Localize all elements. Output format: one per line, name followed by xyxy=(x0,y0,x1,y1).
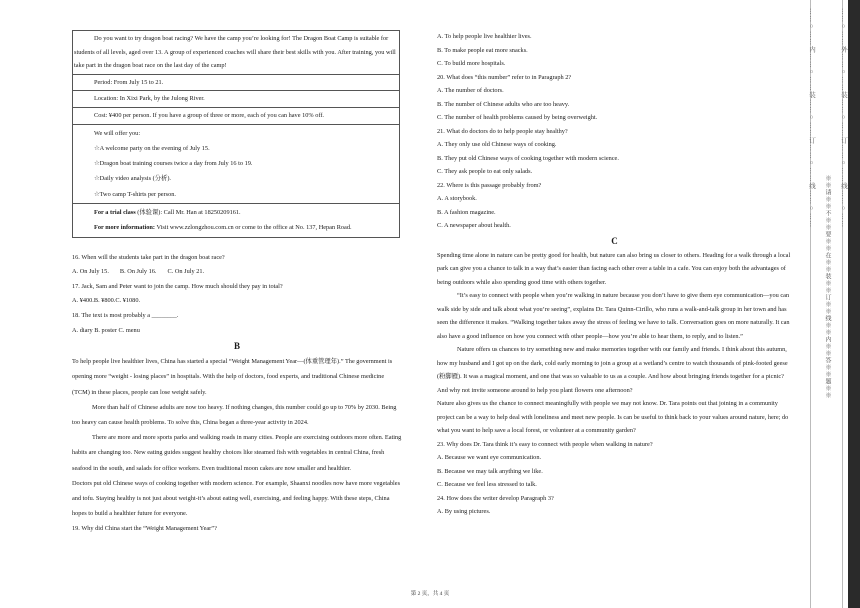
offer-item: ☆A welcome party on the evening of July 15. xyxy=(94,144,210,152)
binding-bar xyxy=(848,0,860,608)
questions-a xyxy=(72,251,402,339)
section-c-heading: C xyxy=(611,235,618,246)
notice-offers: We will offer you: ☆A welcome party on the evening of July 15. ☆Dragon boat training courses twice a day from July 16 to 19. ☆Daily video analysis (分析). ☆Two camp T-shirts per person. xyxy=(73,124,400,203)
section-b-passage: To help people live healthier lives, China has started a special “Weight Management Year—(体重管理年).” The government is opening more “weight - losing places” in hospitals. With the help of doctors, food experts, and traditional Chinese medicine (TCM) in these places, people can lose weight safely. More than half of Chinese adults are now too heavy. If nothing changes, this number could go up to 70% by 2030. Being too heavy can cause health problems. To solve this, China began a three-year activity in 2024. There are more and more sports parks and walking roads in many cities. People are exercising outdoors more often. Eating habits are changing too. New eating guides suggest healthy choices like steamed fish with vegetables in central China, fresh seafood in the south, and salads for office workers. Even traditional moon cakes are now smaller and healthier. Doctors put old Chinese ways of cooking together with modern science. For example, Shaanxi noodles now have more vegetables and tofu. Staying healthy is not just about weight-it’s about eating well, exercising, and feeling happy. With these steps, China hopes to build a healthier future for everyone. 19. Why did China start the “Weight Management Year”? xyxy=(72,354,402,536)
notice-location: Location: In Xixi Park, by the Julong River. xyxy=(73,91,400,108)
notice-contact: For a trial class (体验课): Call Mr. Han at 18250209161. For more information: Visit www.zzlongzhou.com.cn or come to the office at No. 137, Hepan Road. xyxy=(73,204,400,238)
question: 17. Jack, Sam and Peter want to join the camp. How much should they pay in total? xyxy=(72,282,283,290)
section-b-heading: B xyxy=(233,341,240,352)
left-column xyxy=(72,30,402,537)
right-column xyxy=(437,30,792,519)
question: 18. The text is most probably a ________. xyxy=(72,312,179,320)
question-options: A. diary B. poster C. menu xyxy=(72,326,140,334)
offer-item: ☆Daily video analysis (分析). xyxy=(94,175,171,183)
section-c-passage: Spending time alone in nature can be pretty good for health, but nature can also bring us closer to others. Heading for a walk through a local park can give you a chance to talk in a way that’s easier than facing each other over a table in a cafe. You can enjoy both the advantages of being outdoors while also spending good time with others together. “It’s easy to connect with people when you’re walking in nature because you don’t have to give them eye communication—you can walk side by side and talk about what you’re seeing”, explains Dr. Tara Quinn-Cirillo, who runs a walk-and-talk group in her town and has seen the difference it makes. “Walking together takes away the stress of feeling we have to talk. Conversation goes on more naturally. It can also have a good influence on how you connect with other people—how you’re able to hear them, to reply, and to listen.” Nature offers us chances to try something new and make memories together with our family and friends. I think about this autumn, how my husband and I got up on the dark, cold early morning to join a group at a wetland’s centre to watch thousands of pink-footed geese (粉脚雁). It was a magical moment, and one that was so valuable to us as a couple. And how about bringing friends together for a picnic? And why not invite someone around to help you plant flowers one afternoon? Nature also gives us the chance to connect meaningfully with people we may not know. Dr. Tara points out that joining in a community project can be a way to help deal with loneliness and meet new people. Is can be useful to think back to your values around nature, here; do what you want to help save a local forest, or volunteer at a community garden? 23. Why does Dr. Tara think it’s easy to connect with people when walking in nature? A. Because we want eye communication. B. Because we may talk anything we like. C. Because we feel less stressed to talk. 24. How does the writer develop Paragraph 3? A. By using pictures. xyxy=(437,251,791,515)
question: 19. Why did China start the “Weight Management Year”? xyxy=(72,525,217,533)
offer-item: ☆Dragon boat training courses twice a day from July 16 to 19. xyxy=(94,160,253,168)
question: 24. How does the writer develop Paragraph 3? xyxy=(437,494,554,502)
binding-warning: ※※请※※不※※要※※在※※装※※订※※线※※内※※答※※题※※ xyxy=(824,175,830,399)
notice-intro: Do you want to try dragon boat racing? We have the camp you’re looking for! The Dragon Boat Camp is suitable for students of all levels, aged over 13. A group of experienced coaches will share their best skills with you. After training, you will take part in the dragon boat race on the last day of the camp! xyxy=(73,31,400,75)
question: 16. When will the students take part in the dragon boat race? xyxy=(72,253,225,261)
questions-b: A. To help people live healthier lives. B. To make people eat more snacks. C. To build more hospitals. 20. What does “this number” refer to in Paragraph 2? A. The number of doctors. B. The number of Chinese adults who are too heavy. C. The number of health problems caused by being overweight. 21. What do doctors do to help people stay healthy? A. They only use old Chinese ways of cooking. B. They put old Chinese ways of cooking together with modern science. C. They ask people to eat only salads. 22. Where is this passage probably from? A. A storybook. B. A fashion magazine. C. A newspaper about health. xyxy=(437,33,619,229)
binding-text-inner: ……○……外……○……装……○……订……○……线……○…… xyxy=(840,8,847,228)
notice-cost: Cost: ¥400 per person. If you have a group of three or more, each of you can have 10% off. xyxy=(73,107,400,124)
question: 23. Why does Dr. Tara think it’s easy to connect with people when walking in nature? xyxy=(437,440,653,448)
question-options: A. On July 15. B. On July 16. C. On July 21. xyxy=(72,268,205,276)
page-number: 第 2 页，共 4 页 xyxy=(410,591,450,597)
question-options: A. ¥400.B. ¥800.C. ¥1080. xyxy=(72,297,141,305)
offer-item: ☆Two camp T-shirts per person. xyxy=(94,190,176,198)
notice-period: Period: From July 15 to 21. xyxy=(73,74,400,91)
camp-notice-table xyxy=(72,30,400,238)
binding-text-outer: ……○……内……○……装……○……订……○……线……○…… xyxy=(808,8,815,228)
